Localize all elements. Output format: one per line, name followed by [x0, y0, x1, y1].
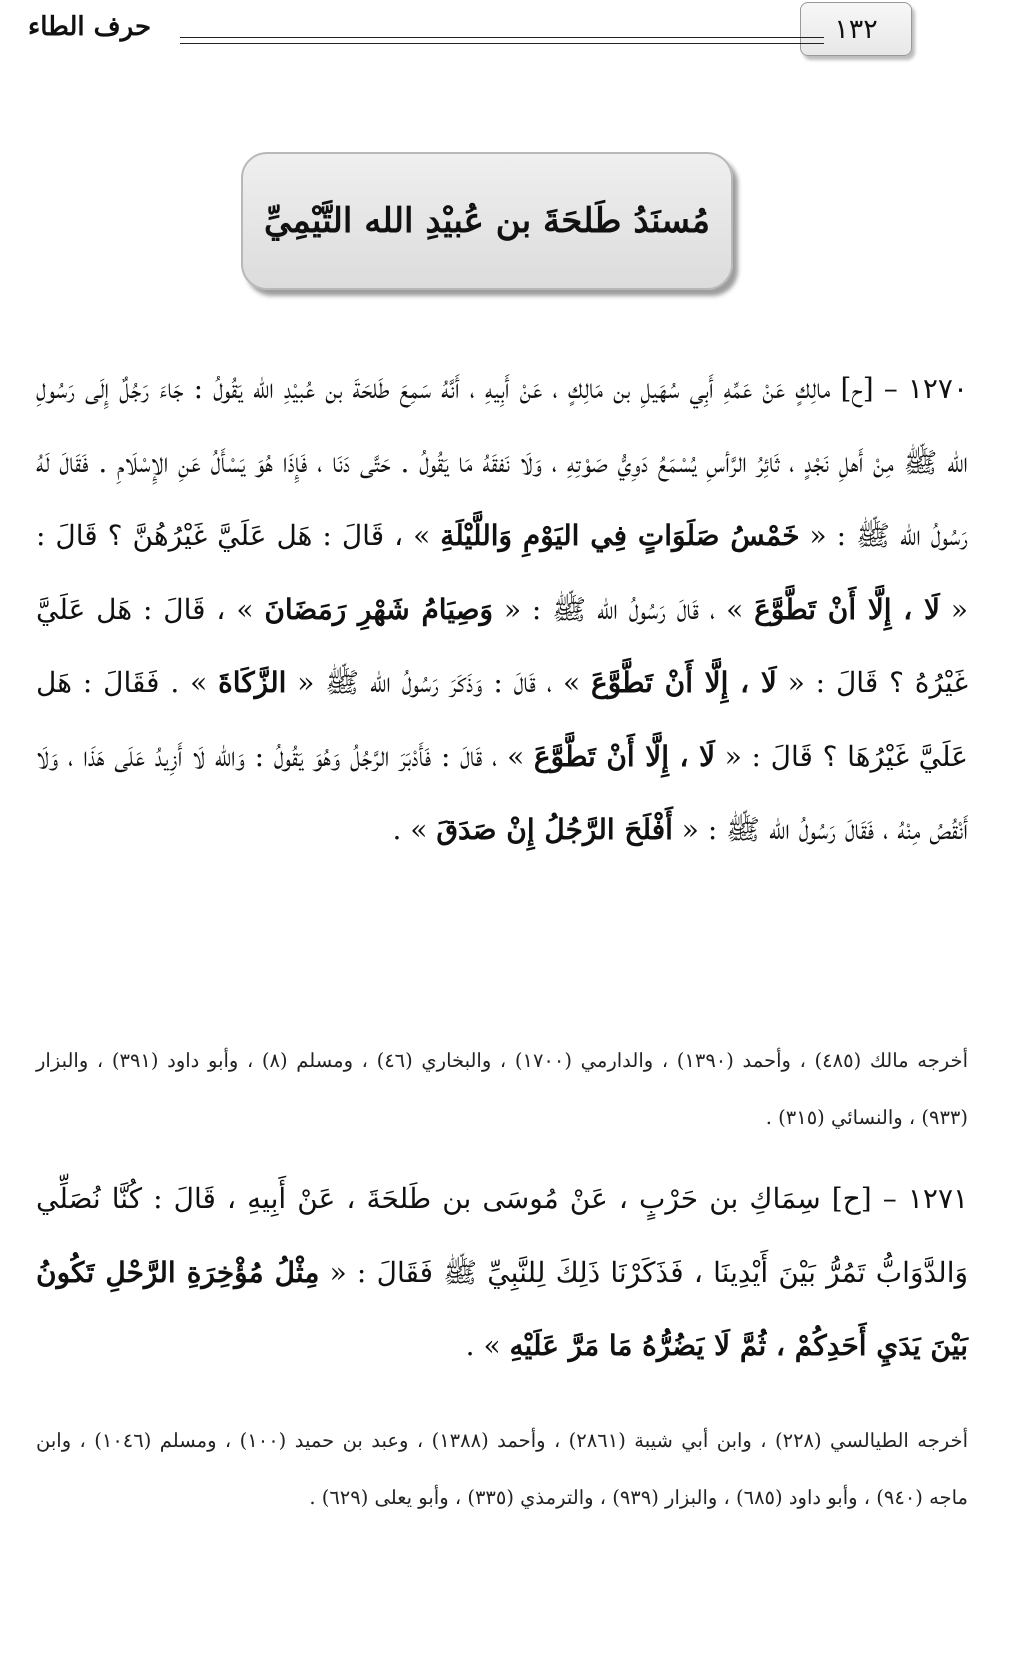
hadith-text	[36, 352, 968, 867]
hadith-narration: » ، قَالَ : فَأَدْبَرَ الرَّجُلُ وَهُوَ يَقُولُ : وَالله لَا أَزِيدُ عَلَى هَذَا ، وَلَا أَنْقُصُ مِنْهُ ، فَقَالَ رَسُولُ الله ﷺ : «	[36, 739, 968, 846]
prophetic-quote: لَا ، إِلَّا أَنْ تَطَّوَّعَ	[591, 666, 777, 699]
prophetic-quote: لَا ، إِلَّا أَنْ تَطَّوَّعَ	[533, 739, 716, 773]
hadith-number: ١٢٧٠ –	[883, 372, 968, 405]
prophetic-quote: وَصِيَامُ شَهْرِ رَمَضَانَ	[264, 592, 494, 626]
hadith-narration: » .	[465, 1329, 510, 1362]
hadith-narration: » ، قَالَ : هَل عَلَيَّ غَيْرُهُنَّ ؟ قَالَ : «	[36, 519, 969, 626]
chapter-heading-box	[241, 152, 733, 290]
header-rule-bottom	[180, 43, 824, 44]
hadith-narration: [ح] سِمَاكِ بن حَرْبٍ ، عَنْ مُوسَى بن طَلحَةَ ، عَنْ أَبِيهِ ، قَالَ : كُنَّا نُصَلِّي وَالدَّوَابُّ تَمُرُّ بَيْنَ أَيْدِينَا ، فَذَكَرْنَا ذَلِكَ لِلنَّبِيِّ ﷺ فَقَالَ : «	[36, 1182, 968, 1289]
hadith-narration: » ، قَالَ : هَل عَلَيَّ غَيْرُهُ ؟ قَالَ : «	[36, 592, 969, 699]
prophetic-quote: الزَّكَاةَ	[218, 666, 287, 699]
running-section-title: حرف الطاء	[28, 12, 152, 42]
takhrij-note: أخرجه الطيالسي (٢٢٨) ، وابن أبي شيبة (٢٨٦١) ، وأحمد (١٣٨٨) ، وعبد بن حميد (١٠٠) ، ومسلم (١٠٤٦) ، وابن ماجه (٩٤٠) ، وأبو داود (٦٨٥) ، والبزار (٩٣٩) ، والترمذي (٣٣٥) ، وأبو يعلى (٦٢٩) .	[36, 1429, 968, 1509]
page-number: ١٣٢	[834, 13, 878, 45]
hadith-narration: » ، قَالَ رَسُولُ الله ﷺ : «	[493, 592, 755, 626]
prophetic-quote: لَا ، إِلَّا أَنْ تَطَّوَّعَ	[754, 592, 941, 626]
page-number-tab	[800, 2, 912, 56]
hadith-narration: [ح] مالِكٍ عَنْ عَمِّهِ أَبِي سُهَيلِ بن مَالِكٍ ، عَنْ أَبِيهِ ، أَنَّهُ سَمِعَ طَلحَةَ بن عُبيْدِ الله يَقُولُ : جَاءَ رَجُلٌ إِلَى رَسُولِ الله ﷺ مِنْ أَهلِ نَجْدٍ ، ثَائِرُ الرَّأسِ يُسْمَعُ دَوِيُّ صَوْتِهِ ، وَلَا نَفقَهُ مَا يَقُولُ . حَتَّى دَنَا ، فَإِذَا هُوَ يَسْأَلُ عَنِ الإِسْلَامِ . فَقَالَ لَهُ رَسُولُ الله ﷺ : «	[36, 372, 969, 552]
hadith-narration: » .	[392, 813, 437, 846]
takhrij-note: أخرجه مالك (٤٨٥) ، وأحمد (١٣٩٠) ، والدارمي (١٧٠٠) ، والبخاري (٤٦) ، ومسلم (٨) ، وأبو داود (٣٩١) ، والبزار (٩٣٣) ، والنسائي (٣١٥) .	[36, 1049, 968, 1129]
prophetic-quote: خَمْسُ صَلَوَاتٍ فِي اليَوْمِ وَاللَّيْلَةِ	[440, 519, 800, 552]
hadith-narration: » ، قَالَ : وَذَكَرَ رَسُولُ الله ﷺ «	[286, 666, 591, 699]
prophetic-quote: مِثْلُ مُؤْخِرَةِ الرَّحْلِ تَكُونُ بَيْنَ يَدَيِ أَحَدِكُمْ ، ثُمَّ لَا يَضُرُّهُ مَا مَرَّ عَلَيْهِ	[36, 1255, 968, 1362]
header-rule-top	[180, 37, 824, 38]
hadith-text	[36, 1162, 968, 1383]
prophetic-quote: أَفْلَحَ الرَّجُلُ إِنْ صَدَقَ	[436, 813, 673, 846]
hadith-number: ١٢٧١ –	[882, 1182, 969, 1215]
chapter-title: مُسنَدُ طَلحَةَ بن عُبيْدِ الله التَّيْمِيِّ	[264, 201, 710, 241]
hadith-narration: » . فَقَالَ : هَل عَلَيَّ غَيْرُهَا ؟ قَالَ : «	[36, 666, 968, 773]
